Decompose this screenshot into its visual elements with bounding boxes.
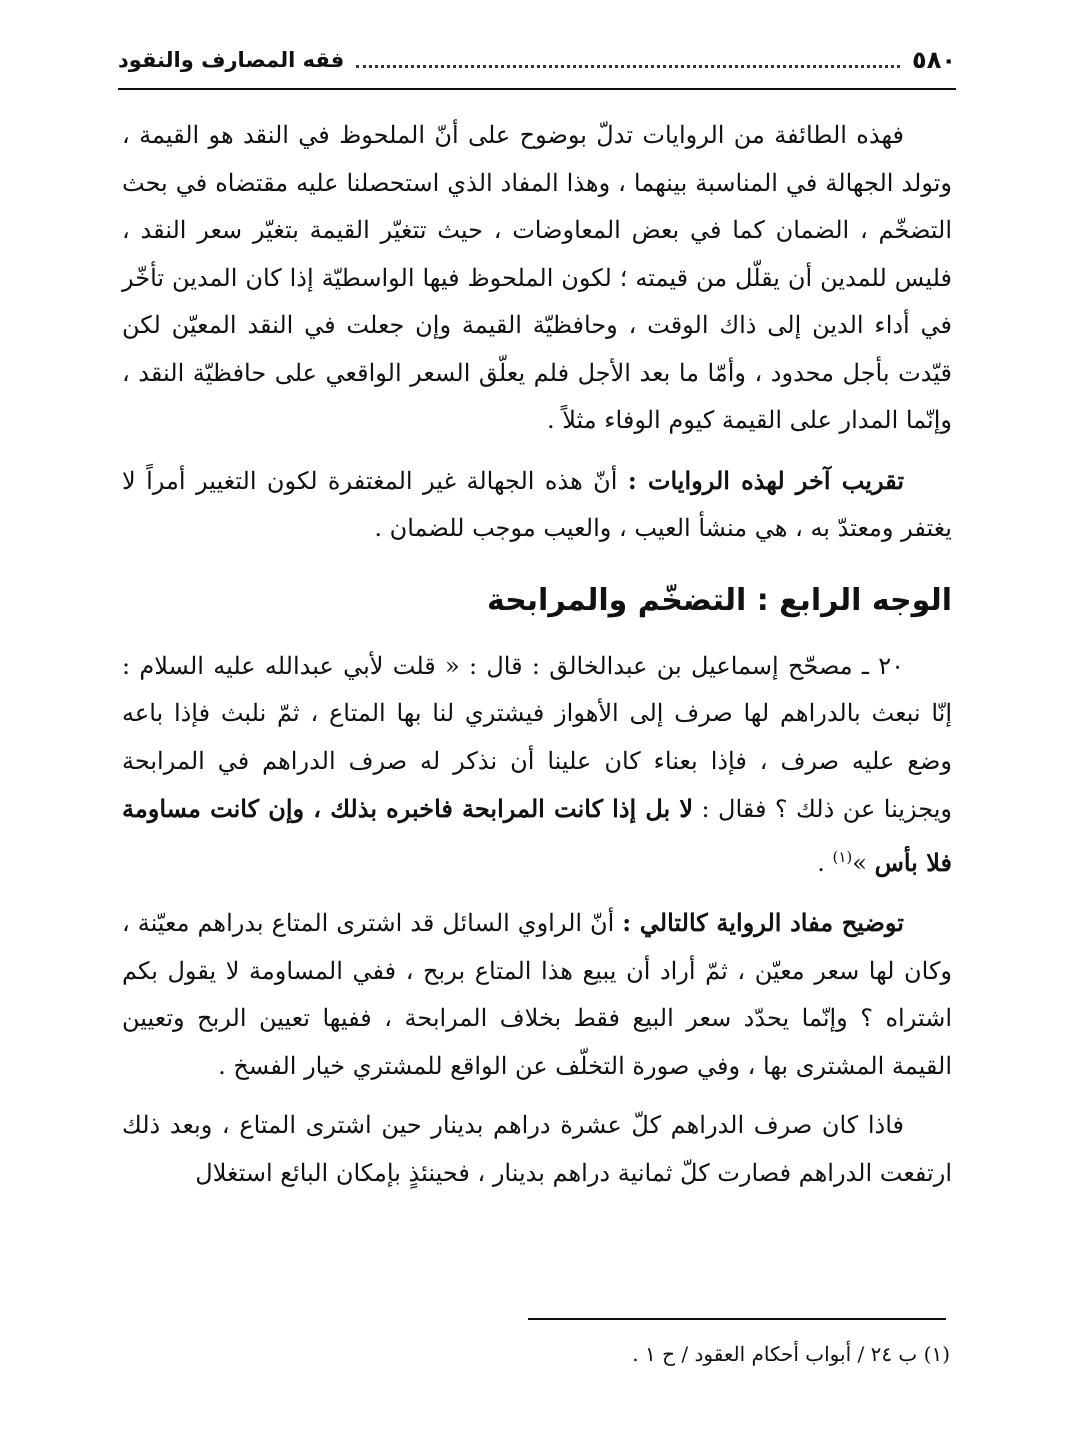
header-dot-leader [356,65,900,68]
footnote: (١) ب ٢٤ / أبواب أحكام العقود / ح ١ . [632,1342,950,1366]
page-header [118,38,956,82]
paragraph-4 [122,899,952,1090]
paragraph-4-lead: توضيح مفاد الرواية كالتالي : [622,908,904,937]
header-rule [118,88,956,90]
paragraph-1: فهذه الطائفة من الروايات تدلّ بوضوح على أنّ الملحوظ في النقد هو القيمة ، وتولد الجهالة في المناسبة بينهما ، وهذا المفاد الذي استحصلنا عليه مقتضاه في بحث التضخّم ، الضمان كما في بعض المعاوضات ، حيث تتغيّر القيمة بتغيّر سعر النقد ، فليس للمدين أن يقلّل من قيمته ؛ لكون الملحوظ فيها الواسطيّة إذا كان المدين تأخّر في أداء الدين إلى ذاك الوقت ، وحافظيّة القيمة وإن جعلت في النقد المعيّن لكن قيّدت بأجل محدود ، وأمّا ما بعد الأجل فلم يعلّق السعر الواقعي على حافظيّة النقد ، وإنّما المدار على القيمة كيوم الوفاء مثلاً . [122,121,952,434]
paragraph-3-tail: . [817,848,833,877]
page-number: ٥٨٠ [912,46,956,74]
narration-answer: لا بل إذا كانت المرابحة فاخبره بذلك ، وإن كانت مساومة فلا بأس [122,794,952,877]
section-heading: الوجه الرابع : التضخّم والمرابحة [486,582,952,618]
narration-text: ٢٠ ـ مصحّح إسماعيل بن عبدالخالق : قال : « قلت لأبي عبدالله عليه السلام : إنّا نبعث بالدراهم لها صرف إلى الأهواز فيشتري لنا بها المتاع ، ثمّ نلبث فإذا باعه وضع عليه صرف ، فإذا بعناء كان علينا أن نذكر له صرف الدراهم في المرابحة ويجزينا عن ذلك ؟ فقال : [122,651,952,823]
paragraph-3 [122,643,952,888]
paragraph-2 [122,457,952,553]
footnote-ref[interactable]: (١) [832,847,853,866]
running-title: فقه المصارف والنقود [118,48,345,72]
page-body [122,112,952,1209]
footnote-rule [528,1318,946,1320]
quote-close: » [852,848,875,877]
paragraph-5: فاذا كان صرف الدراهم كلّ عشرة دراهم بدينار حين اشترى المتاع ، وبعد ذلك ارتفعت الدراهم فصارت كلّ ثمانية دراهم بدينار ، فحينئذٍ بإمكان البائع استغلال [122,1111,952,1187]
paragraph-4-text: أنّ الراوي السائل قد اشترى المتاع بدراهم معيّنة ، وكان لها سعر معيّن ، ثمّ أراد أن يبيع هذا المتاع بربح ، ففي المساومة لا يقول بكم اشتراه ؟ وإنّما يحدّد سعر البيع فقط بخلاف المرابحة ، ففيها تعيين الربح وتعيين القيمة المشترى بها ، وفي صورة التخلّف عن الواقع للمشتري خيار الفسخ . [122,909,952,1080]
paragraph-2-lead: تقريب آخر لهذه الروايات : [627,465,905,495]
paragraph-2-text: أنّ هذه الجهالة غير المغتفرة لكون التغيير أمراً لا يغتفر ومعتدّ به ، هي منشأ العيب ، والعيب موجب للضمان . [122,466,952,542]
